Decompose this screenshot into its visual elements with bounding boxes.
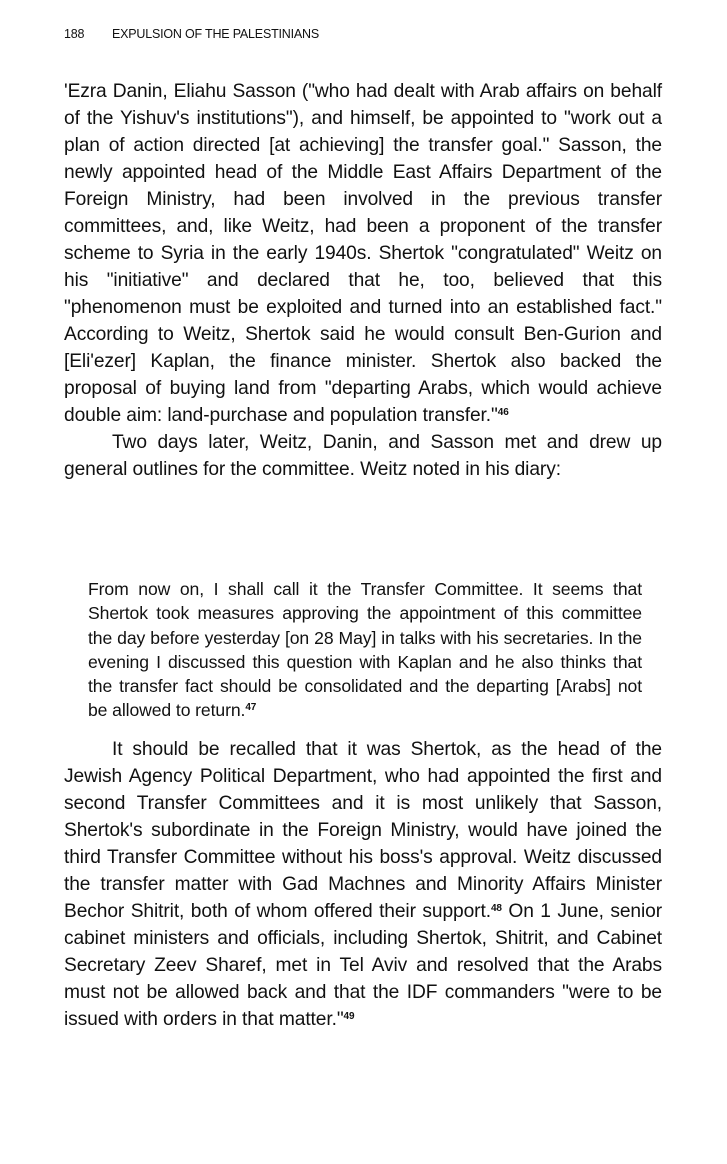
paragraph-3: [64, 736, 662, 1033]
paragraph-1: [64, 78, 662, 429]
running-header: [64, 27, 319, 41]
opening-section: [64, 78, 662, 483]
footnote-ref-47: 47: [245, 702, 257, 714]
footnote-ref-48: 48: [490, 903, 502, 914]
footnote-ref-46: 46: [497, 407, 509, 418]
paragraph-1-text: 'Ezra Danin, Eliahu Sasson ("who had dealt with Arab affairs on behalf of the Yishuv's institutions"), and himself, be appointed to "work out a plan of action directed [at achieving] the transfer goal." Sasson, the newly appointed head of the Middle East Affairs Department of the Foreign Ministry, had been involved in the previous transfer committees, and, like Weitz, had been a proponent of the transfer scheme to Syria in the early 1940s. Shertok "congratulated" Weitz on his "initiative" and declared that he, too, believed that this "phenomenon must be exploited and turned into an established fact." According to Weitz, Shertok said he would consult Ben-Gurion and [Eli'ezer] Kaplan, the finance minister. Shertok also backed the proposal of buying land from "departing Arabs, which would achieve double aim: land-purchase and population transfer.": [64, 81, 662, 426]
block-quote-text: From now on, I shall call it the Transfer Committee. It seems that Shertok took measures approving the appointment of this committee the day before yesterday [on 28 May] in talks with his secretaries. In the evening I discussed this question with Kaplan and he also thinks that the transfer fact should be consolidated and the departing [Arabs] not be allowed to return.: [88, 579, 642, 721]
paragraph-2-text: Two days later, Weitz, Danin, and Sasson met and drew up general outlines for the committee. Weitz noted in his diary:: [64, 432, 662, 480]
paragraph-3-text-a: It should be recalled that it was Shertok, as the head of the Jewish Agency Political Department, who had appointed the first and second Transfer Committees and it is most unlikely that Sasson, Shertok's subordinate in the Foreign Ministry, would have joined the third Transfer Committee without his boss's approval. Weitz discussed the transfer matter with Gad Machnes and Minority Affairs Minister Bechor Shitrit, both of whom offered their support.: [64, 739, 662, 922]
block-quote: [88, 577, 642, 723]
page-number: 188: [64, 27, 85, 41]
running-title: EXPULSION OF THE PALESTINIANS: [112, 27, 319, 41]
paragraph-3-text-b: On 1 June, senior cabinet ministers and officials, including Shertok, Shitrit, and Cabinet Secretary Zeev Sharef, met in Tel Aviv and resolved that the Arabs must not be allowed back and that the IDF commanders "were to be issued with orders in that matter.": [64, 901, 662, 1030]
footnote-ref-49: 49: [343, 1011, 355, 1022]
closing-section: [64, 736, 662, 1033]
paragraph-2: [64, 429, 662, 483]
